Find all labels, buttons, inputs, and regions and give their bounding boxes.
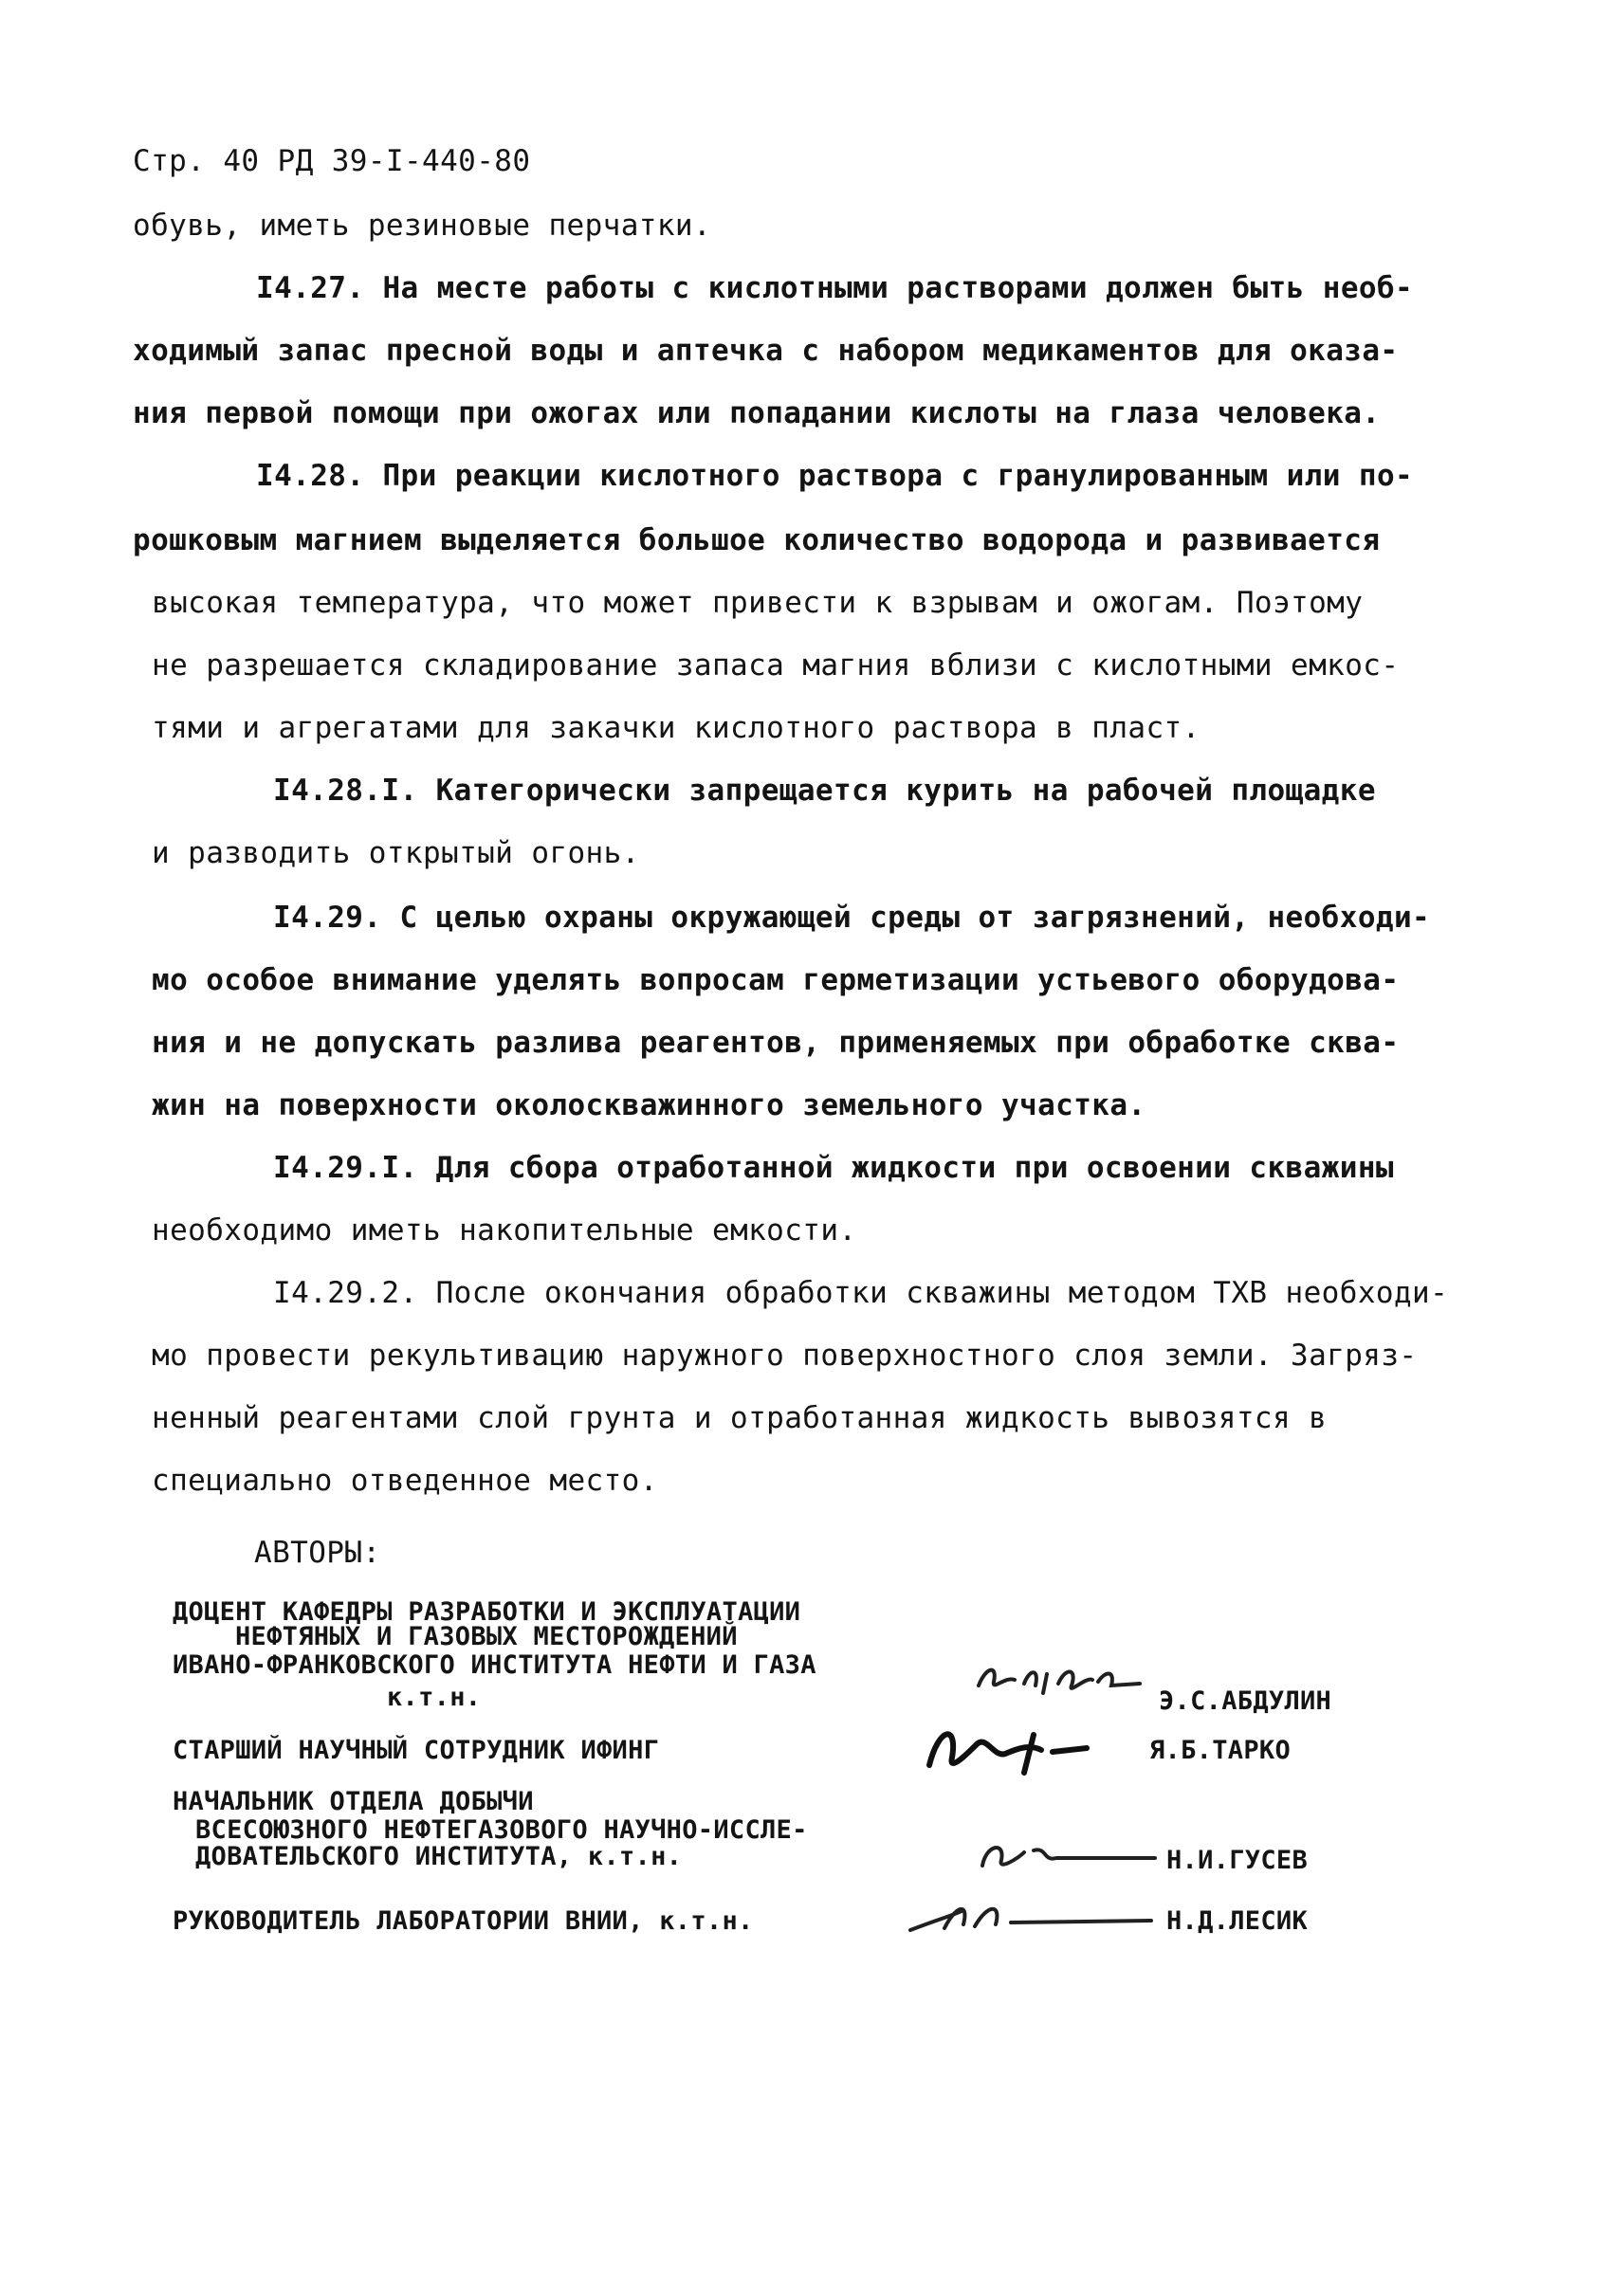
author-position-line: НАЧАЛЬНИК ОТДЕЛА ДОБЫЧИ xyxy=(173,1787,534,1816)
author-position-line: ДОВАТЕЛЬСКОГО ИНСТИТУТА, к.т.н. xyxy=(195,1842,683,1871)
signature-lesik xyxy=(907,1892,1153,1940)
author-name: Н.И.ГУСЕВ xyxy=(1166,1846,1308,1875)
author-position-line: СТАРШИЙ НАУЧНЫЙ СОТРУДНИК ИФИНГ xyxy=(173,1736,660,1765)
body-line: I4.28.I. Категорически запрещается курить на рабочей площадке xyxy=(273,774,1376,808)
author-position-line: ВСЕСОЮЗНОГО НЕФТЕГАЗОВОГО НАУЧНО-ИССЛЕ- xyxy=(195,1815,808,1845)
body-line: специально отведенное место. xyxy=(152,1464,658,1498)
author-position-line: к.т.н. xyxy=(387,1683,482,1712)
body-line: I4.29.2. После окончания обработки скважины методом ТХВ необходи- xyxy=(273,1276,1449,1310)
body-line: I4.27. На месте работы с кислотными растворами должен быть необ- xyxy=(256,271,1414,305)
author-position-line: ИВАНО-ФРАНКОВСКОГО ИНСТИТУТА НЕФТИ И ГАЗА xyxy=(173,1650,816,1680)
author-name: Я.Б.ТАРКО xyxy=(1149,1736,1291,1765)
body-line: рошковым магнием выделяется большое количество водорода и развивается xyxy=(133,523,1381,557)
body-line: мо провести рекультивацию наружного поверхностного слоя земли. Загряз- xyxy=(152,1339,1418,1373)
body-line: ходимый запас пресной воды и аптечка с набором медикаментов для оказа- xyxy=(133,334,1399,368)
body-line: I4.29. С целью охраны окружающей среды от загрязнений, необходи- xyxy=(273,901,1431,935)
signature-abdulin xyxy=(973,1648,1144,1704)
body-line: мо особое внимание уделять вопросам герметизации устьевого оборудова- xyxy=(152,963,1400,997)
body-line: высокая температура, что может привести к взрывам и ожогам. Поэтому xyxy=(152,586,1364,620)
body-line: не разрешается складирование запаса магния вблизи с кислотными емкос- xyxy=(152,648,1400,683)
body-line: ния и не допускать разлива реагентов, применяемых при обработке сква- xyxy=(152,1026,1400,1060)
author-name: Э.С.АБДУЛИН xyxy=(1159,1686,1332,1716)
body-line: I4.28. При реакции кислотного раствора с гранулированным или по- xyxy=(256,459,1414,493)
signature-gusev xyxy=(977,1830,1157,1877)
body-line: тями и агрегатами для закачки кислотного раствора в пласт. xyxy=(152,711,1201,745)
body-line: необходимо иметь накопительные емкости. xyxy=(152,1213,857,1248)
body-line: ния первой помощи при ожогах или попадании кислоты на глаза человека. xyxy=(133,396,1381,430)
authors-heading: АВТОРЫ: xyxy=(254,1536,381,1570)
signature-tarko xyxy=(920,1716,1091,1782)
page-reference: Стр. 40 РД 39-I-440-80 xyxy=(133,144,531,178)
author-position-line: ДОЦЕНТ КАФЕДРЫ РАЗРАБОТКИ И ЭКСПЛУАТАЦИИ xyxy=(173,1597,801,1627)
body-line: и разводить открытый огонь. xyxy=(152,836,640,870)
author-position-line: НЕФТЯНЫХ И ГАЗОВЫХ МЕСТОРОЖДЕНИЙ xyxy=(235,1622,738,1651)
body-line: обувь, иметь резиновые перчатки. xyxy=(133,209,712,243)
body-line: I4.29.I. Для сбора отработанной жидкости при освоении скважины xyxy=(273,1151,1394,1185)
body-line: жин на поверхности околоскважинного земельного участка. xyxy=(152,1088,1146,1122)
author-name: Н.Д.ЛЕСИК xyxy=(1166,1906,1308,1936)
body-line: ненный реагентами слой грунта и отработанная жидкость вывозятся в xyxy=(152,1401,1328,1435)
author-position-line: РУКОВОДИТЕЛЬ ЛАБОРАТОРИИ ВНИИ, к.т.н. xyxy=(173,1906,754,1936)
